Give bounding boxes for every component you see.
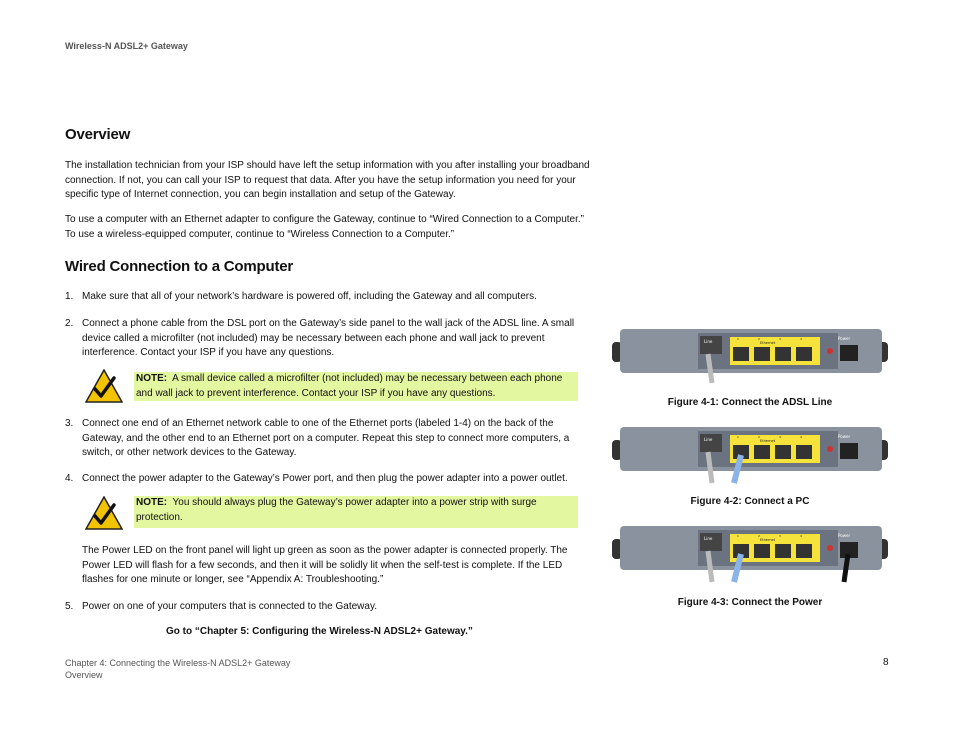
router-figure-power	[612, 524, 888, 584]
figure-4-1-caption: Figure 4-1: Connect the ADSL Line	[667, 397, 833, 408]
ethernet-port	[796, 544, 812, 558]
step-text: Connect one end of an Ethernet network cable to one of the Ethernet ports (labeled 1-4) on the back of the Gateway, and the other end to an Ethernet port on a computer. Repeat this step to connect more computers, a switch, or other network devices to the Gateway.	[82, 418, 570, 458]
section-title-wired: Wired Connection to a Computer	[65, 258, 294, 275]
step-number: 4.	[65, 473, 74, 484]
port-number: 1	[737, 435, 739, 439]
port-number: 2	[758, 435, 760, 439]
ethernet-port	[754, 347, 770, 361]
step-number: 5.	[65, 601, 74, 612]
router-figure-pc	[612, 425, 888, 485]
note-surge-protection	[134, 496, 578, 528]
checkmark-warning-icon	[85, 496, 123, 530]
ethernet-port	[796, 347, 812, 361]
step-5	[65, 600, 590, 615]
ethernet-label: Ethernet	[760, 439, 776, 443]
ethernet-port	[775, 445, 791, 459]
checkmark-warning-icon	[85, 369, 123, 403]
power-button	[827, 348, 833, 354]
power-port	[840, 345, 858, 361]
section-title-overview: Overview	[65, 126, 131, 143]
power-port	[840, 443, 858, 459]
power-label: Power	[838, 336, 851, 341]
overview-paragraph-2: To use a computer with an Ethernet adapter to configure the Gateway, continue to “Wired Connection to a Computer.” To use a wireless-equipped computer, continue to “Wireless Connection to a Computer.”	[65, 214, 584, 240]
step-text: Connect a phone cable from the DSL port on the Gateway’s side panel to the wall jack of the ADSL line. A small device called a microfilter (not included) may be necessary between each phone and wall jack to prevent interference. Contact your ISP if you have any questions.	[82, 318, 575, 358]
port-number: 4	[800, 435, 802, 439]
note-label: NOTE:	[136, 497, 168, 508]
port-number: 3	[779, 435, 781, 439]
ethernet-port	[754, 445, 770, 459]
port-number: 1	[737, 534, 739, 538]
running-header: Wireless-N ADSL2+ Gateway	[65, 41, 188, 51]
next-chapter-link[interactable]: Go to “Chapter 5: Configuring the Wireless-N ADSL2+ Gateway.”	[166, 626, 473, 637]
step-number: 2.	[65, 318, 74, 329]
port-number: 2	[758, 337, 760, 341]
page-footer	[65, 657, 290, 681]
port-number: 4	[800, 534, 802, 538]
ethernet-port	[775, 544, 791, 558]
line-port-label: Line	[704, 339, 713, 344]
ethernet-port	[733, 347, 749, 361]
port-number: 4	[800, 337, 802, 341]
port-number: 3	[779, 337, 781, 341]
port-number: 1	[737, 337, 739, 341]
footer-chapter: Chapter 4: Connecting the Wireless-N ADSL2+ Gateway	[65, 658, 291, 668]
port-number: 2	[758, 534, 760, 538]
step-4	[65, 472, 590, 487]
ethernet-label: Ethernet	[760, 341, 776, 345]
step-3	[65, 417, 590, 461]
power-led-paragraph: The Power LED on the front panel will light up green as soon as the power adapter is connected properly. The Power LED will flash for a few seconds, and then it will be solidly lit when the self-test is complete. If the LED flashes for one minute or longer, see “Appendix A: Troubleshooting.”	[82, 545, 568, 585]
note-microfilter	[134, 372, 578, 401]
figure-4-3-caption: Figure 4-3: Connect the Power	[677, 597, 823, 608]
step-number: 1.	[65, 291, 74, 302]
step-2	[65, 317, 590, 361]
step-number: 3.	[65, 418, 74, 429]
line-port-label: Line	[704, 536, 713, 541]
ethernet-port	[796, 445, 812, 459]
step-text: Connect the power adapter to the Gateway’s Power port, and then plug the power adapter into a power outlet.	[82, 473, 568, 484]
page-number: 8	[883, 657, 889, 668]
line-port-label: Line	[704, 437, 713, 442]
note-text: You should always plug the Gateway’s power adapter into a power strip with surge protection.	[136, 497, 537, 523]
power-button	[827, 545, 833, 551]
step-text: Power on one of your computers that is connected to the Gateway.	[82, 601, 377, 612]
footer-section: Overview	[65, 670, 103, 680]
power-button	[827, 446, 833, 452]
power-label: Power	[838, 434, 851, 439]
step-1	[65, 290, 590, 305]
ethernet-label: Ethernet	[760, 538, 776, 542]
router-figure-adsl	[612, 327, 888, 387]
step-text: Make sure that all of your network’s hardware is powered off, including the Gateway and all computers.	[82, 291, 537, 302]
note-label: NOTE:	[136, 373, 168, 384]
port-number: 3	[779, 534, 781, 538]
figure-4-2-caption: Figure 4-2: Connect a PC	[690, 496, 810, 507]
ethernet-port	[754, 544, 770, 558]
note-text: A small device called a microfilter (not included) may be necessary between each phone and wall jack to prevent interference. Contact your ISP if you have any questions.	[136, 373, 563, 399]
overview-paragraph-1: The installation technician from your ISP should have left the setup information with you after installing your broadband connection. If not, you can call your ISP to request that data. After you have the setup information you need for your specific type of Internet connection, you can begin installation and setup of the Gateway.	[65, 160, 590, 200]
ethernet-port	[775, 347, 791, 361]
power-label: Power	[838, 533, 851, 538]
